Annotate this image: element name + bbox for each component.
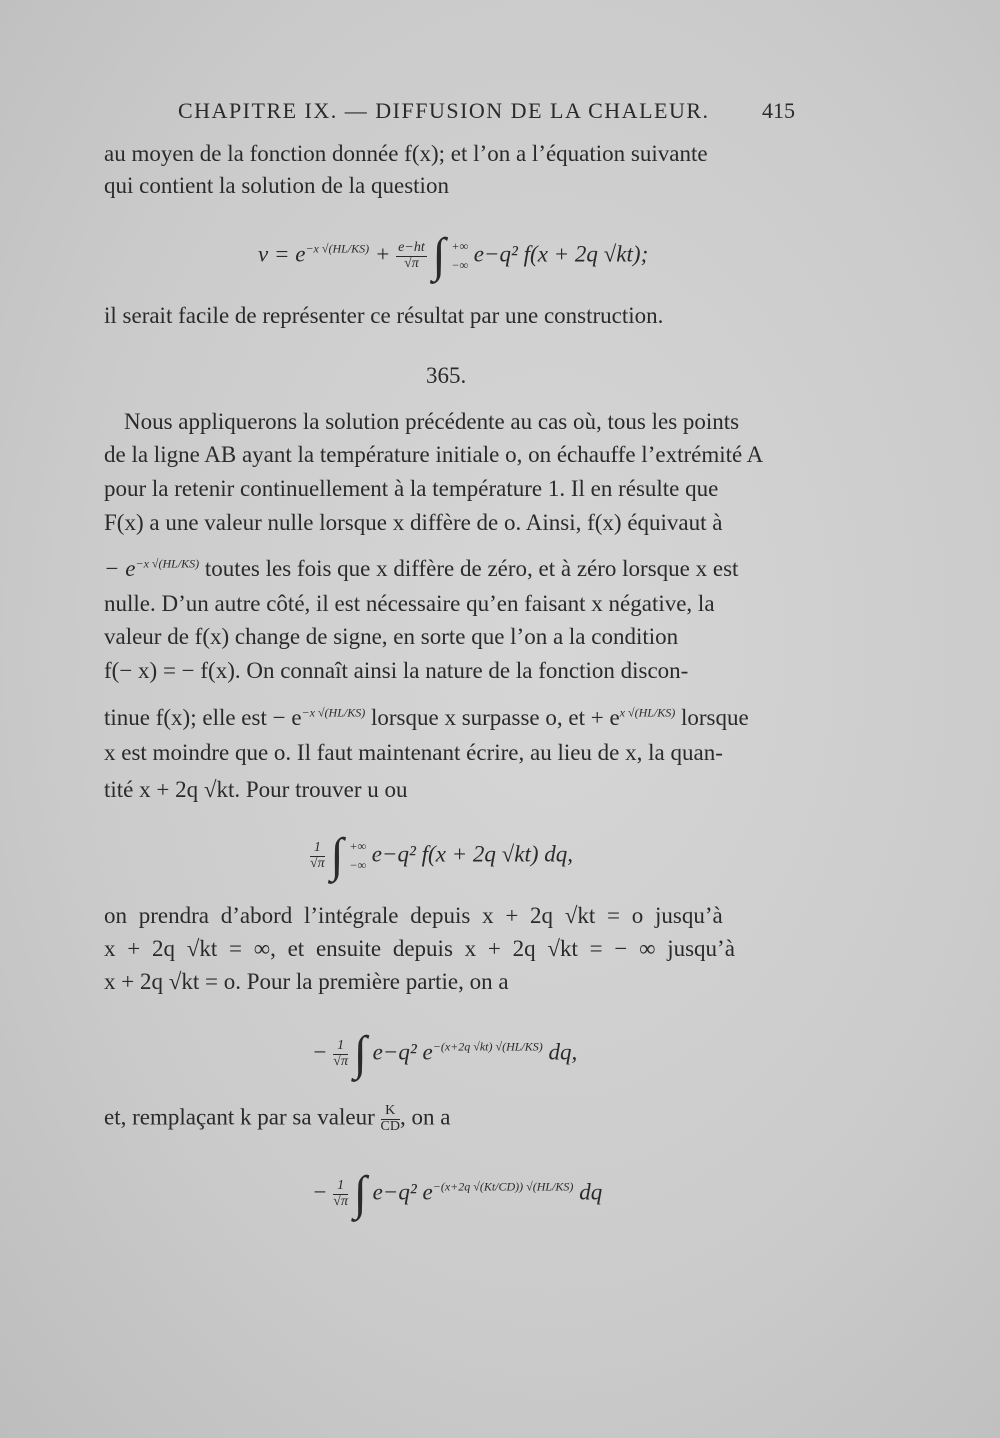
running-title: CHAPITRE IX. — DIFFUSION DE LA CHALEUR. [178, 98, 710, 123]
equation-4 [312, 1167, 603, 1220]
eq1-frac-num: e−ht [398, 239, 425, 255]
equation-2 [310, 829, 574, 882]
text-line: x + 2q √kt = o. Pour la première partie, on a [104, 969, 509, 994]
text-run: et, remplaçant k par sa valeur [104, 1104, 375, 1130]
eq3-tail: dq, [548, 1039, 578, 1065]
eq1-lhs: v = e [258, 241, 306, 267]
equation-1 [258, 229, 649, 282]
text-line: on prendra d’abord l’intégrale depuis x + 2q √kt = o jusqu’à [104, 903, 723, 928]
eq2-lower: −∞ [349, 858, 367, 872]
eq1-frac-den: √π [404, 255, 419, 271]
text-line: F(x) a une valeur nulle lorsque x diffère de o. Ainsi, f(x) équivaut à [104, 510, 723, 535]
text-line [104, 557, 738, 580]
eq3-frac-num: 1 [333, 1039, 348, 1055]
eq4-integrand: e−q² e [372, 1179, 433, 1205]
text-line [104, 1104, 450, 1134]
eq4-frac-num: 1 [333, 1179, 348, 1195]
eq1-upper: +∞ [451, 238, 469, 253]
text-run: , on a [399, 1104, 451, 1130]
text-line: il serait facile de représenter ce résultat par une construction. [104, 303, 664, 328]
math-term: − e [104, 556, 136, 581]
eq4-tail: dq [579, 1179, 603, 1205]
eq1-lower: −∞ [451, 258, 469, 272]
eq4-sign: − [312, 1179, 328, 1205]
text-line: de la ligne AB ayant la température initiale o, on échauffe l’extrémité A [104, 442, 764, 467]
integral-sign: ∫ [353, 1027, 367, 1080]
text-line: x + 2q √kt = ∞, et ensuite depuis x + 2q √kt = − ∞ jusqu’à [104, 936, 735, 961]
text-line: au moyen de la fonction donnée f(x); et l’on a l’équation suivante [104, 141, 708, 166]
k-frac-den: CD [380, 1118, 400, 1134]
text-line: x est moindre que o. Il faut maintenant écrire, au lieu de x, la quan- [104, 740, 723, 765]
math-exponent: x √(HL/KS) [619, 705, 676, 720]
text-run: tinue f(x); elle est − e [104, 705, 302, 730]
integral-sign: ∫ [432, 229, 446, 282]
k-fraction [381, 1104, 400, 1134]
eq3-frac-den: √π [333, 1053, 348, 1069]
section-number: 365. [426, 363, 467, 388]
eq2-frac-num: 1 [310, 841, 325, 857]
eq3-fraction [333, 1039, 348, 1069]
text-line: valeur de f(x) change de signe, en sorte que l’on a la condition [104, 624, 679, 649]
integral-sign: ∫ [353, 1167, 367, 1220]
eq1-plus: + [374, 241, 391, 267]
eq4-exponent: −(x+2q √(Kt/CD)) √(HL/KS) [432, 1179, 574, 1194]
text-run: lorsque [681, 705, 749, 730]
eq3-sign: − [312, 1039, 328, 1065]
text-line [104, 706, 749, 729]
equation-3 [312, 1027, 578, 1080]
text-run: toutes les fois que x diffère de zéro, et à zéro lorsque x est [204, 556, 739, 581]
eq1-exponent: −x √(HL/KS) [305, 241, 370, 256]
eq2-upper: +∞ [349, 838, 367, 853]
eq4-fraction [333, 1179, 348, 1209]
math-exponent: −x √(HL/KS) [135, 556, 200, 571]
k-frac-num: K [381, 1104, 400, 1120]
text-line: qui contient la solution de la question [104, 173, 449, 198]
eq3-exponent: −(x+2q √kt) √(HL/KS) [432, 1039, 543, 1054]
math-exponent: −x √(HL/KS) [301, 705, 366, 720]
text-line: f(− x) = − f(x). On connaît ainsi la nature de la fonction discon- [104, 658, 689, 683]
eq2-integrand: e−q² f(x + 2q √kt) dq, [371, 841, 574, 867]
text-line: Nous appliquerons la solution précédente au cas où, tous les points [124, 409, 740, 434]
integral-sign: ∫ [330, 829, 344, 882]
eq1-fraction [396, 241, 427, 271]
eq2-frac-den: √π [310, 855, 325, 871]
eq2-fraction [310, 841, 325, 871]
page-number: 415 [762, 98, 795, 123]
eq4-frac-den: √π [333, 1193, 348, 1209]
text-line: pour la retenir continuellement à la température 1. Il en résulte que [104, 476, 719, 501]
text-run: lorsque x surpasse o, et + e [370, 705, 620, 730]
text-line: tité x + 2q √kt. Pour trouver u ou [104, 777, 408, 802]
eq3-integrand: e−q² e [372, 1039, 433, 1065]
text-line: nulle. D’un autre côté, il est nécessaire qu’en faisant x négative, la [104, 591, 715, 616]
eq1-integrand: e−q² f(x + 2q √kt); [473, 241, 649, 267]
